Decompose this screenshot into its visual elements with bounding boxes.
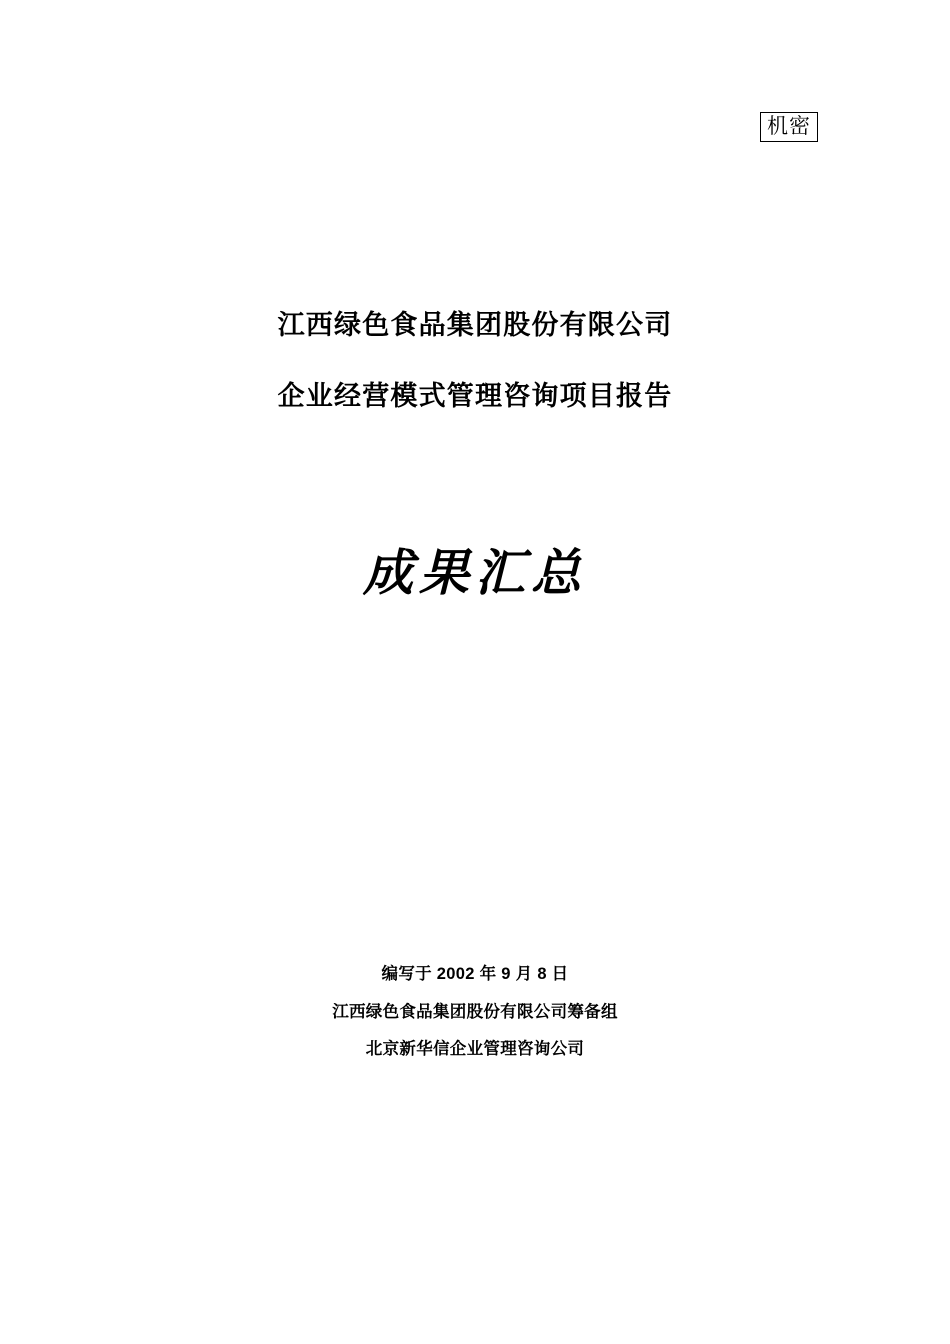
footer-line-date: 编写于 2002 年 9 月 8 日 <box>381 965 569 983</box>
confidential-label: 机密 <box>760 112 818 142</box>
title-line-company: 江西绿色食品集团股份有限公司 <box>277 310 673 340</box>
headline-text: 成果汇总 <box>363 543 587 602</box>
confidential-stamp <box>760 112 818 142</box>
title-line-subject: 企业经营模式管理咨询项目报告 <box>277 381 673 411</box>
document-footer <box>0 966 950 1058</box>
page-title <box>0 312 950 454</box>
footer-line-consulting-firm: 北京新华信企业管理咨询公司 <box>365 1040 585 1058</box>
footer-line-preparer-group: 江西绿色食品集团股份有限公司筹备组 <box>332 1002 618 1021</box>
